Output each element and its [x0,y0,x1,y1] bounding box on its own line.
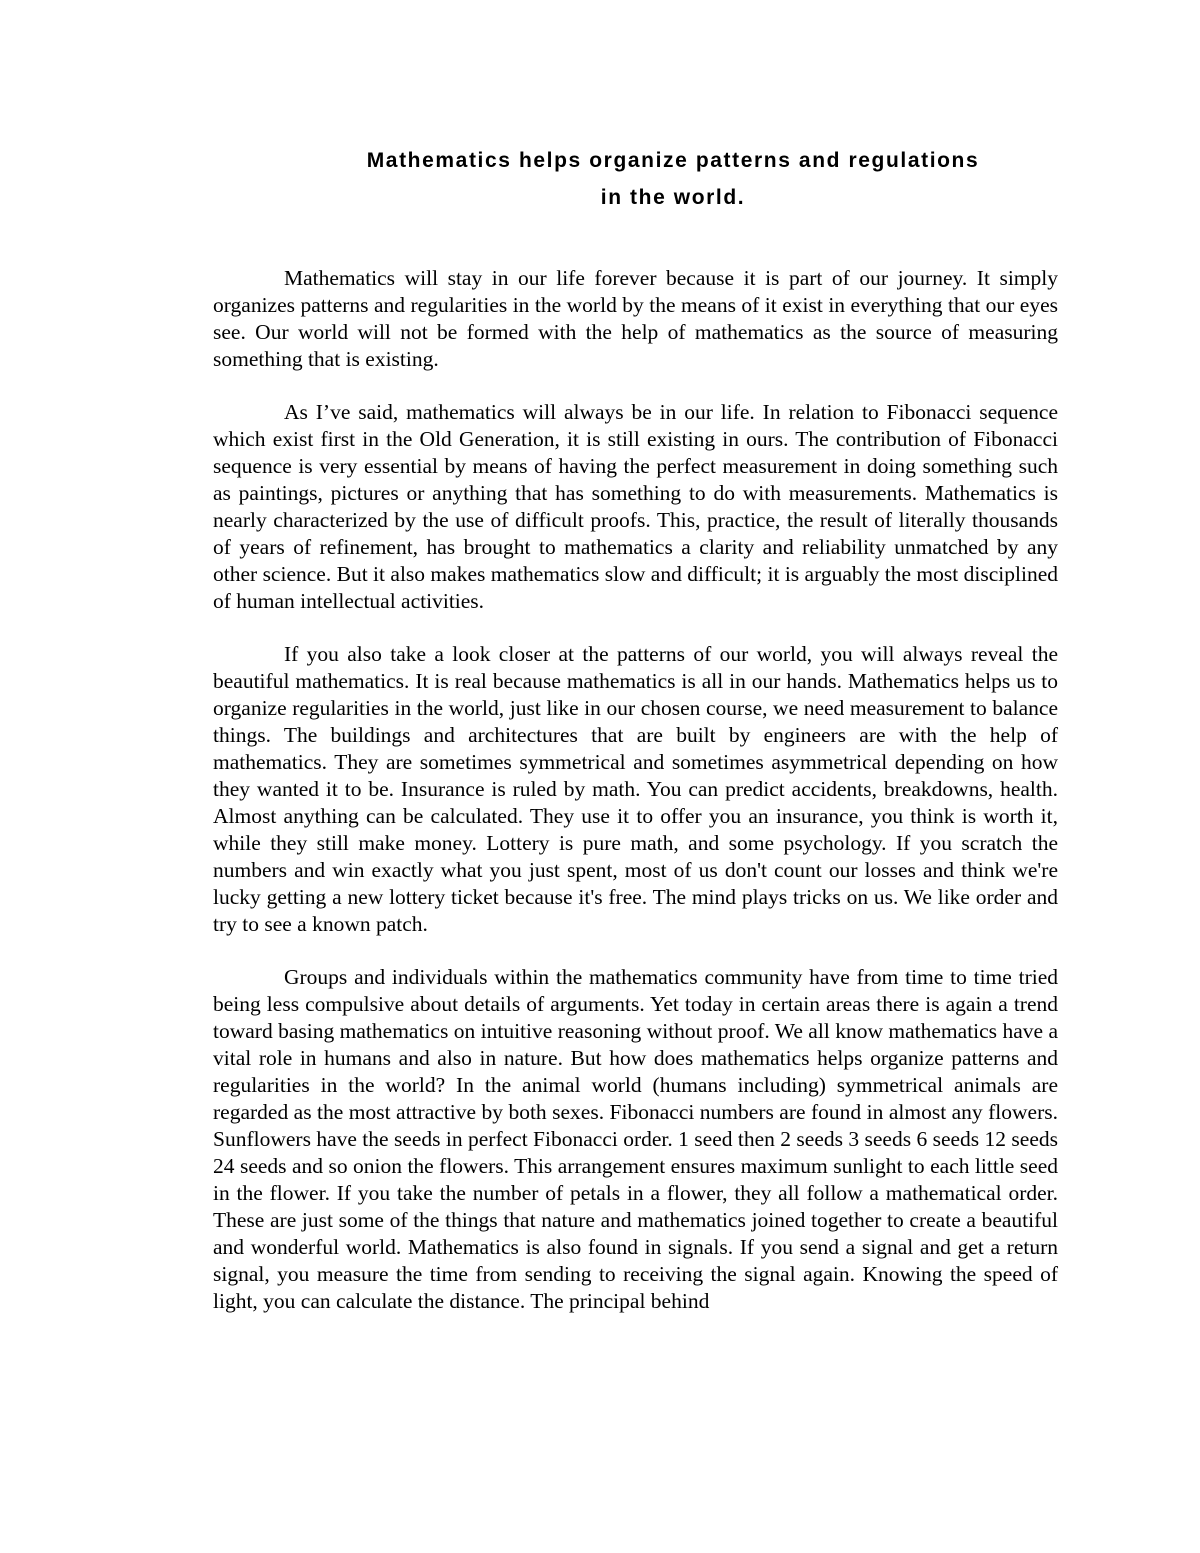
paragraph-2: As I’ve said, mathematics will always be in our life. In relation to Fibonacci sequence which exist first in the Old Generation, it is still existing in ours. The contribution of Fibonacci sequence is very essential by means of having the perfect measurement in doing something such as paintings, pictures or anything that has something to do with measurements. Mathematics is nearly characterized by the use of difficult proofs. This, practice, the result of literally thousands of years of refinement, has brought to mathematics a clarity and reliability unmatched by any other science. But it also makes mathematics slow and difficult; it is arguably the most disciplined of human intellectual activities. [213,400,1058,613]
document-title [213,142,1133,216]
document-body [213,265,1058,1341]
document-title-line-2: in the world. [600,186,746,209]
paragraph-3: If you also take a look closer at the patterns of our world, you will always reveal the beautiful mathematics. It is real because mathematics is all in our hands. Mathematics helps us to organize regularities in the world, just like in our chosen course, we need measurement to balance things. The buildings and architectures that are built by engineers are with the help of mathematics. They are sometimes symmetrical and sometimes asymmetrical depending on how they wanted it to be. Insurance is ruled by math. You can predict accidents, breakdowns, health. Almost anything can be calculated. They use it to offer you an insurance, you think is worth it, while they still make money. Lottery is pure math, and some psychology. If you scratch the numbers and win exactly what you just spent, most of us don't count our losses and think we're lucky getting a new lottery ticket because it's free. The mind plays tricks on us. We like order and try to see a known patch. [213,642,1058,936]
paragraph-4: Groups and individuals within the mathematics community have from time to time tried being less compulsive about details of arguments. Yet today in certain areas there is again a trend toward basing mathematics on intuitive reasoning without proof. We all know mathematics have a vital role in humans and also in nature. But how does mathematics helps organize patterns and regularities in the world? In the animal world (humans including) symmetrical animals are regarded as the most attractive by both sexes. Fibonacci numbers are found in almost any flowers. Sunflowers have the seeds in perfect Fibonacci order. 1 seed then 2 seeds 3 seeds 6 seeds 12 seeds 24 seeds and so onion the flowers. This arrangement ensures maximum sunlight to each little seed in the flower. If you take the number of petals in a flower, they all follow a mathematical order. These are just some of the things that nature and mathematics joined together to create a beautiful and wonderful world. Mathematics is also found in signals. If you send a signal and get a return signal, you measure the time from sending to receiving the signal again. Knowing the speed of light, you can calculate the distance. The principal behind [213,965,1058,1313]
document-title-line-1: Mathematics helps organize patterns and regulations [366,149,980,172]
paragraph-1: Mathematics will stay in our life forever because it is part of our journey. It simply organizes patterns and regularities in the world by the means of it exist in everything that our eyes see. Our world will not be formed with the help of mathematics as the source of measuring something that is existing. [213,266,1058,371]
